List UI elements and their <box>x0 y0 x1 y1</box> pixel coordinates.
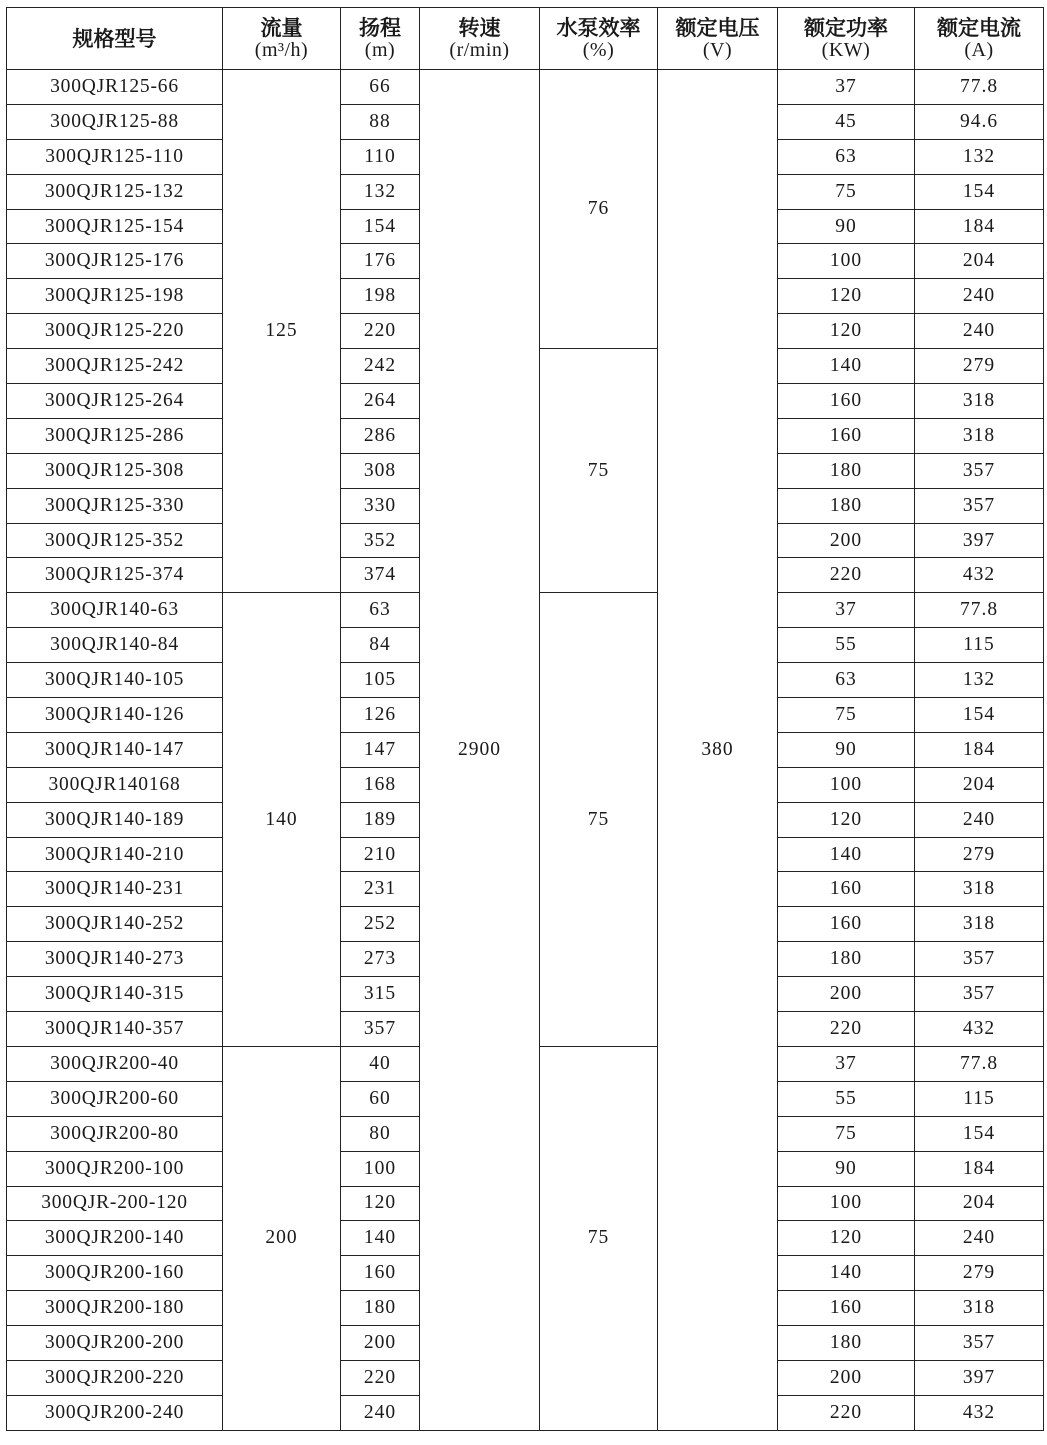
power-cell: 140 <box>778 349 915 384</box>
efficiency-cell: 75 <box>540 593 658 1047</box>
flow-cell: 200 <box>223 1046 341 1430</box>
current-cell: 77.8 <box>915 593 1044 628</box>
header-row <box>7 8 1044 70</box>
head-cell: 40 <box>341 1046 420 1081</box>
current-cell: 184 <box>915 209 1044 244</box>
current-cell: 184 <box>915 1151 1044 1186</box>
power-cell: 180 <box>778 942 915 977</box>
pump-spec-table <box>6 7 1044 1431</box>
model-cell: 300QJR125-220 <box>7 314 223 349</box>
current-cell: 94.6 <box>915 104 1044 139</box>
current-cell: 204 <box>915 244 1044 279</box>
power-cell: 75 <box>778 1116 915 1151</box>
current-cell: 432 <box>915 1012 1044 1047</box>
head-cell: 200 <box>341 1326 420 1361</box>
power-cell: 120 <box>778 802 915 837</box>
voltage-cell: 380 <box>658 70 778 1431</box>
model-cell: 300QJR125-330 <box>7 488 223 523</box>
power-cell: 200 <box>778 523 915 558</box>
header-flow: 流量 (m³/h) <box>223 8 341 70</box>
model-cell: 300QJR140-357 <box>7 1012 223 1047</box>
head-cell: 180 <box>341 1291 420 1326</box>
current-cell: 154 <box>915 174 1044 209</box>
header-voltage: 额定电压 (V) <box>658 8 778 70</box>
power-cell: 180 <box>778 488 915 523</box>
model-cell: 300QJR140-189 <box>7 802 223 837</box>
current-cell: 432 <box>915 558 1044 593</box>
current-cell: 115 <box>915 628 1044 663</box>
current-cell: 240 <box>915 1221 1044 1256</box>
head-cell: 176 <box>341 244 420 279</box>
head-cell: 160 <box>341 1256 420 1291</box>
power-cell: 100 <box>778 244 915 279</box>
current-cell: 77.8 <box>915 1046 1044 1081</box>
power-cell: 180 <box>778 453 915 488</box>
header-power: 额定功率 (KW) <box>778 8 915 70</box>
current-cell: 240 <box>915 314 1044 349</box>
table-body <box>7 70 1044 1431</box>
current-cell: 357 <box>915 977 1044 1012</box>
head-cell: 88 <box>341 104 420 139</box>
model-cell: 300QJR125-374 <box>7 558 223 593</box>
current-cell: 397 <box>915 1360 1044 1395</box>
current-cell: 279 <box>915 1256 1044 1291</box>
head-cell: 352 <box>341 523 420 558</box>
model-cell: 300QJR140-126 <box>7 698 223 733</box>
power-cell: 160 <box>778 907 915 942</box>
model-cell: 300QJR140-252 <box>7 907 223 942</box>
current-cell: 357 <box>915 1326 1044 1361</box>
power-cell: 160 <box>778 1291 915 1326</box>
model-cell: 300QJR200-240 <box>7 1395 223 1430</box>
current-cell: 132 <box>915 663 1044 698</box>
model-cell: 300QJR125-154 <box>7 209 223 244</box>
head-cell: 240 <box>341 1395 420 1430</box>
power-cell: 140 <box>778 1256 915 1291</box>
model-cell: 300QJR200-160 <box>7 1256 223 1291</box>
head-cell: 273 <box>341 942 420 977</box>
table-row <box>7 70 1044 105</box>
model-cell: 300QJR125-110 <box>7 139 223 174</box>
head-cell: 252 <box>341 907 420 942</box>
power-cell: 100 <box>778 1186 915 1221</box>
current-cell: 318 <box>915 418 1044 453</box>
model-cell: 300QJR200-100 <box>7 1151 223 1186</box>
head-cell: 154 <box>341 209 420 244</box>
model-cell: 300QJR200-80 <box>7 1116 223 1151</box>
current-cell: 204 <box>915 767 1044 802</box>
power-cell: 120 <box>778 314 915 349</box>
efficiency-cell: 75 <box>540 1046 658 1430</box>
power-cell: 37 <box>778 593 915 628</box>
model-cell: 300QJR140-105 <box>7 663 223 698</box>
current-cell: 318 <box>915 384 1044 419</box>
model-cell: 300QJR200-40 <box>7 1046 223 1081</box>
flow-cell: 125 <box>223 70 341 593</box>
current-cell: 432 <box>915 1395 1044 1430</box>
header-speed: 转速 (r/min) <box>420 8 540 70</box>
head-cell: 105 <box>341 663 420 698</box>
head-cell: 60 <box>341 1081 420 1116</box>
head-cell: 374 <box>341 558 420 593</box>
model-cell: 300QJR200-200 <box>7 1326 223 1361</box>
head-cell: 80 <box>341 1116 420 1151</box>
model-cell: 300QJR200-180 <box>7 1291 223 1326</box>
head-cell: 231 <box>341 872 420 907</box>
head-cell: 357 <box>341 1012 420 1047</box>
power-cell: 160 <box>778 872 915 907</box>
efficiency-cell: 75 <box>540 349 658 593</box>
model-cell: 300QJR125-176 <box>7 244 223 279</box>
current-cell: 77.8 <box>915 70 1044 105</box>
model-cell: 300QJR140-63 <box>7 593 223 628</box>
power-cell: 63 <box>778 139 915 174</box>
head-cell: 66 <box>341 70 420 105</box>
power-cell: 200 <box>778 1360 915 1395</box>
current-cell: 204 <box>915 1186 1044 1221</box>
power-cell: 90 <box>778 1151 915 1186</box>
current-cell: 184 <box>915 732 1044 767</box>
head-cell: 126 <box>341 698 420 733</box>
model-cell: 300QJR200-60 <box>7 1081 223 1116</box>
current-cell: 318 <box>915 907 1044 942</box>
head-cell: 189 <box>341 802 420 837</box>
speed-cell: 2900 <box>420 70 540 1431</box>
head-cell: 210 <box>341 837 420 872</box>
model-cell: 300QJR125-264 <box>7 384 223 419</box>
model-cell: 300QJR140-147 <box>7 732 223 767</box>
current-cell: 318 <box>915 872 1044 907</box>
power-cell: 200 <box>778 977 915 1012</box>
head-cell: 132 <box>341 174 420 209</box>
power-cell: 100 <box>778 767 915 802</box>
head-cell: 286 <box>341 418 420 453</box>
current-cell: 279 <box>915 349 1044 384</box>
current-cell: 154 <box>915 1116 1044 1151</box>
head-cell: 315 <box>341 977 420 1012</box>
model-cell: 300QJR125-132 <box>7 174 223 209</box>
power-cell: 37 <box>778 70 915 105</box>
current-cell: 240 <box>915 802 1044 837</box>
model-cell: 300QJR140-315 <box>7 977 223 1012</box>
current-cell: 115 <box>915 1081 1044 1116</box>
power-cell: 55 <box>778 1081 915 1116</box>
model-cell: 300QJR125-308 <box>7 453 223 488</box>
power-cell: 55 <box>778 628 915 663</box>
head-cell: 120 <box>341 1186 420 1221</box>
power-cell: 220 <box>778 1012 915 1047</box>
head-cell: 168 <box>341 767 420 802</box>
power-cell: 160 <box>778 418 915 453</box>
power-cell: 45 <box>778 104 915 139</box>
power-cell: 120 <box>778 279 915 314</box>
model-cell: 300QJR125-66 <box>7 70 223 105</box>
model-cell: 300QJR125-242 <box>7 349 223 384</box>
head-cell: 330 <box>341 488 420 523</box>
header-head: 扬程 (m) <box>341 8 420 70</box>
header-model: 规格型号 <box>7 8 223 70</box>
model-cell: 300QJR125-352 <box>7 523 223 558</box>
model-cell: 300QJR140-84 <box>7 628 223 663</box>
power-cell: 75 <box>778 174 915 209</box>
power-cell: 90 <box>778 732 915 767</box>
current-cell: 154 <box>915 698 1044 733</box>
flow-cell: 140 <box>223 593 341 1047</box>
power-cell: 220 <box>778 558 915 593</box>
head-cell: 242 <box>341 349 420 384</box>
head-cell: 220 <box>341 1360 420 1395</box>
model-cell: 300QJR140-210 <box>7 837 223 872</box>
current-cell: 397 <box>915 523 1044 558</box>
model-cell: 300QJR125-198 <box>7 279 223 314</box>
model-cell: 300QJR125-88 <box>7 104 223 139</box>
header-current: 额定电流 (A) <box>915 8 1044 70</box>
head-cell: 110 <box>341 139 420 174</box>
power-cell: 120 <box>778 1221 915 1256</box>
power-cell: 160 <box>778 384 915 419</box>
head-cell: 220 <box>341 314 420 349</box>
head-cell: 198 <box>341 279 420 314</box>
model-cell: 300QJR-200-120 <box>7 1186 223 1221</box>
current-cell: 318 <box>915 1291 1044 1326</box>
model-cell: 300QJR140-231 <box>7 872 223 907</box>
efficiency-cell: 76 <box>540 70 658 349</box>
power-cell: 220 <box>778 1395 915 1430</box>
model-cell: 300QJR140168 <box>7 767 223 802</box>
head-cell: 100 <box>341 1151 420 1186</box>
power-cell: 140 <box>778 837 915 872</box>
power-cell: 180 <box>778 1326 915 1361</box>
head-cell: 147 <box>341 732 420 767</box>
current-cell: 357 <box>915 453 1044 488</box>
model-cell: 300QJR200-220 <box>7 1360 223 1395</box>
current-cell: 132 <box>915 139 1044 174</box>
model-cell: 300QJR140-273 <box>7 942 223 977</box>
power-cell: 75 <box>778 698 915 733</box>
power-cell: 90 <box>778 209 915 244</box>
head-cell: 308 <box>341 453 420 488</box>
power-cell: 37 <box>778 1046 915 1081</box>
head-cell: 63 <box>341 593 420 628</box>
current-cell: 279 <box>915 837 1044 872</box>
current-cell: 240 <box>915 279 1044 314</box>
header-efficiency: 水泵效率 (%) <box>540 8 658 70</box>
head-cell: 264 <box>341 384 420 419</box>
power-cell: 63 <box>778 663 915 698</box>
model-cell: 300QJR125-286 <box>7 418 223 453</box>
current-cell: 357 <box>915 488 1044 523</box>
current-cell: 357 <box>915 942 1044 977</box>
head-cell: 84 <box>341 628 420 663</box>
model-cell: 300QJR200-140 <box>7 1221 223 1256</box>
head-cell: 140 <box>341 1221 420 1256</box>
